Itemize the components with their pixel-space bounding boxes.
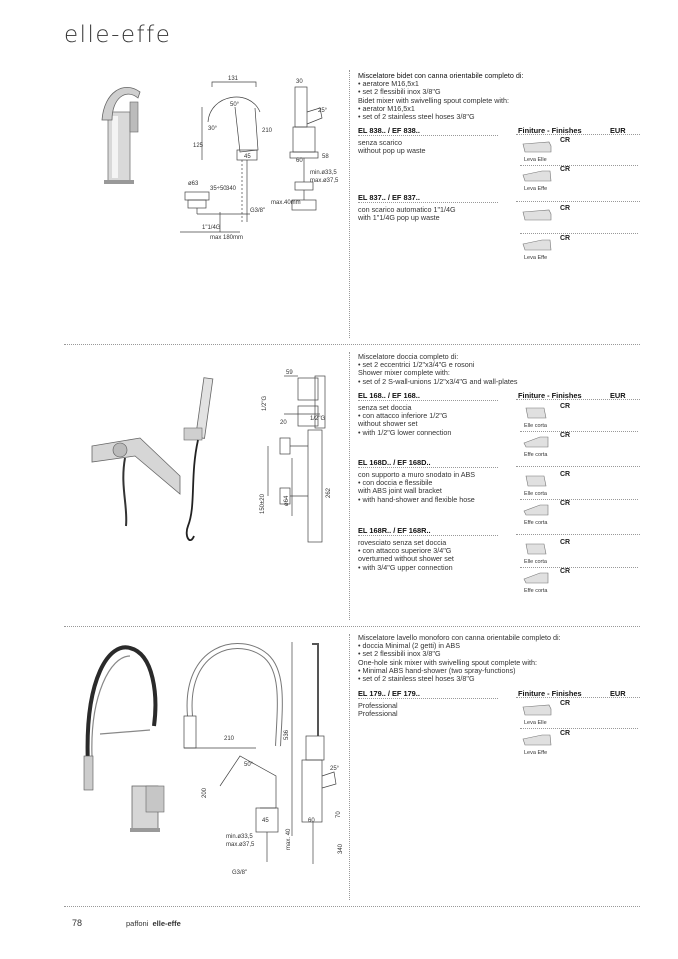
- intro-line: Shower mixer complete with:: [358, 368, 450, 378]
- dim-200: 200: [202, 787, 208, 798]
- finish-cr: CR: [560, 432, 571, 439]
- dim-max: max.ø37,5: [310, 178, 339, 184]
- sec3-product-code-1: EL 179.. / EF 179..: [358, 689, 498, 699]
- dim-59: 59: [286, 370, 293, 376]
- dim-340: 340: [338, 843, 344, 854]
- dim-131: 131: [228, 76, 239, 82]
- shower-dimensions: [260, 370, 332, 514]
- finish-option: [520, 568, 638, 596]
- intro-line: Bidet mixer with swivelling spout complete with:: [358, 95, 509, 105]
- finish-cr: CR: [560, 700, 571, 707]
- desc-line: senza scarico: [358, 138, 402, 147]
- finish-option: [520, 730, 638, 758]
- dim-max40: max. 40: [286, 828, 292, 850]
- desc-line: • con attacco superiore 3/4"G: [358, 546, 452, 556]
- desc-line: • con doccia e flessibile: [358, 478, 433, 488]
- dim-536: 536: [284, 729, 290, 740]
- finish-cr: CR: [560, 137, 571, 144]
- lever-elle-icon: [522, 208, 552, 222]
- sec1-product-code-1: EL 838.. / EF 838..: [358, 126, 498, 136]
- finish-caption: Leva Elle: [524, 157, 547, 163]
- finish-cr: CR: [560, 568, 571, 575]
- dim-min: min.ø33,5: [226, 834, 253, 840]
- desc-line: • with 1/2"G lower connection: [358, 427, 452, 437]
- intro-line: • aerator M16,5x1: [358, 103, 415, 113]
- finish-option: [520, 500, 638, 528]
- bidet-dimensions: [188, 76, 339, 241]
- dim-50-deg: 50°: [230, 102, 240, 108]
- brand-title: elle-effe: [64, 22, 172, 48]
- intro-line: Miscelatore doccia completo di:: [358, 352, 459, 361]
- sec2-product-code-1: EL 168.. / EF 168..: [358, 391, 498, 401]
- desc-line: Professional: [358, 701, 398, 710]
- finishes-header: Finiture - Finishes: [518, 391, 582, 400]
- dim-70: 70: [336, 811, 342, 818]
- intro-line: • aeratore M16,5x1: [358, 79, 419, 89]
- lever-elle-icon: [522, 140, 552, 154]
- footer-brand-bold: elle-effe: [152, 919, 181, 928]
- dim-g38: G3/8": [250, 208, 266, 214]
- intro-line: • set 2 flessibili inox 3/8"G: [358, 87, 441, 97]
- section-divider-1: [64, 344, 640, 345]
- lever-elle-short-icon: [522, 474, 552, 488]
- page-number: 78: [72, 918, 83, 928]
- dim-50-deg: 50°: [244, 762, 254, 768]
- desc-line: with ABS joint wall bracket: [358, 486, 442, 496]
- finish-caption: Effe corta: [524, 588, 548, 594]
- finish-caption: Effe corta: [524, 452, 548, 458]
- shower-technical-drawing: [268, 376, 325, 542]
- desc-line: con supporto a muro snodato in ABS: [358, 470, 476, 479]
- finish-cr: CR: [560, 539, 571, 546]
- sec2-product-code-3: EL 168R.. / EF 168R..: [358, 526, 498, 536]
- finish-cr: CR: [560, 403, 571, 410]
- footer-divider: [64, 906, 640, 907]
- footer-brand-plain: paffoni: [126, 919, 149, 928]
- sec1-product-code-2: EL 837.. / EF 837..: [358, 193, 498, 203]
- finish-option: [520, 432, 638, 460]
- finish-cr: CR: [560, 471, 571, 478]
- sink-front-drawing: [184, 642, 292, 862]
- intro-line: • doccia Minimal (2 getti) in ABS: [358, 641, 460, 651]
- intro-line: Miscelatore lavello monoforo con canna orientabile completo di:: [358, 633, 561, 642]
- finish-option: [520, 205, 638, 233]
- column-divider-3: [349, 634, 350, 900]
- finish-option: [520, 137, 638, 165]
- desc-line: • con attacco inferiore 1/2"G: [358, 411, 448, 421]
- bidet-side-drawing: [290, 87, 322, 210]
- intro-line: • set 2 flessibili inox 3/8"G: [358, 649, 441, 659]
- desc-line: with 1"1/4G pop up waste: [358, 213, 440, 223]
- dim-45: 45: [262, 818, 269, 824]
- bidet-mixer-illustration: [90, 72, 340, 252]
- sec2-product-desc-3: [358, 539, 454, 572]
- desc-line: rovesciato senza set doccia: [358, 538, 447, 547]
- dim-150: 150±20: [260, 494, 266, 514]
- dim-60: 60: [308, 818, 315, 824]
- finish-cr: CR: [560, 205, 571, 212]
- dim-125: 125: [193, 143, 204, 149]
- bidet-mixer-photo: [102, 87, 140, 184]
- finish-option: [520, 166, 638, 194]
- lever-elle-short-icon: [522, 406, 552, 420]
- shower-mixer-photo: [92, 378, 213, 540]
- dim-g12-b: 1/2"G: [310, 416, 326, 422]
- sink-mixer-photo: [84, 647, 164, 832]
- dim-phi64: ø64: [284, 495, 290, 506]
- finish-option: [520, 403, 638, 431]
- intro-line: • set 2 eccentrici 1/2"x3/4"G e rosoni: [358, 360, 475, 370]
- eur-header: EUR: [610, 126, 626, 135]
- finish-caption: Elle corta: [524, 559, 547, 565]
- finish-caption: Leva Effe: [524, 186, 548, 192]
- lever-elle-short-icon: [522, 542, 552, 556]
- dim-210: 210: [224, 736, 235, 742]
- sec1-product-desc-2: [358, 206, 456, 222]
- dim-30: 30: [296, 79, 303, 85]
- sec3-product-desc-1: [358, 702, 398, 718]
- finish-caption: Leva Elle: [524, 720, 547, 726]
- lever-elle-icon: [522, 703, 552, 717]
- finish-cr: CR: [560, 730, 571, 737]
- desc-line: without shower set: [358, 419, 418, 429]
- sec1-intro: [358, 72, 523, 121]
- finish-cr: CR: [560, 166, 571, 173]
- finish-caption: Leva Effe: [524, 255, 548, 261]
- eur-header: EUR: [610, 391, 626, 400]
- finish-option: [520, 539, 638, 567]
- finish-cr: CR: [560, 235, 571, 242]
- finish-option: [520, 471, 638, 499]
- sink-side-drawing: [302, 644, 336, 864]
- finishes-header: Finiture - Finishes: [518, 689, 582, 698]
- dim-g12-a: 1/2"G: [262, 395, 268, 411]
- sec2-intro: [358, 353, 517, 386]
- dim-340: 340: [226, 186, 237, 192]
- dim-30-deg: 30°: [208, 126, 218, 132]
- dim-max180: max 180mm: [210, 235, 244, 241]
- dim-25-deg: 25°: [318, 108, 328, 114]
- finish-option: [520, 235, 638, 263]
- lever-effe-short-icon: [522, 503, 552, 517]
- dim-max40: max.40mm: [271, 200, 301, 206]
- sec2-product-desc-2: [358, 471, 475, 504]
- column-divider-2: [349, 352, 350, 620]
- dim-max: max.ø37,5: [226, 842, 255, 848]
- dim-g38: G3/8": [232, 870, 248, 876]
- desc-line: • with hand-shower and flexible hose: [358, 494, 475, 504]
- sec1-product-desc-1: [358, 139, 426, 155]
- sink-mixer-illustration: [80, 636, 342, 880]
- dim-g114: 1"1/4G: [202, 225, 221, 231]
- dim-262: 262: [326, 487, 332, 498]
- finish-caption: Effe corta: [524, 520, 548, 526]
- finish-caption: Leva Effe: [524, 750, 548, 756]
- desc-line: con scarico automatico 1"1/4G: [358, 205, 456, 214]
- sec3-intro: [358, 634, 561, 683]
- dim-210: 210: [262, 128, 273, 134]
- dim-58: 58: [322, 154, 329, 160]
- intro-line: • set of 2 stainless steel hoses 3/8"G: [358, 674, 475, 684]
- intro-line: One-hole sink mixer with swivelling spout complete with:: [358, 657, 537, 667]
- dim-25-deg: 25°: [330, 766, 340, 772]
- dim-min: min.ø33,5: [310, 170, 337, 176]
- lever-effe-short-icon: [522, 435, 552, 449]
- lever-effe-icon: [522, 169, 552, 183]
- intro-line: • set of 2 stainless steel hoses 3/8"G: [358, 112, 475, 122]
- dim-20: 20: [280, 420, 287, 426]
- desc-line: Professional: [358, 709, 398, 719]
- dim-60: 60: [296, 158, 303, 164]
- finishes-header: Finiture - Finishes: [518, 126, 582, 135]
- footer-brand: [126, 919, 181, 928]
- sec2-product-desc-1: [358, 404, 451, 437]
- intro-line: Miscelatore bidet con canna orientabile completo di:: [358, 71, 524, 80]
- sink-dimensions: [202, 729, 344, 876]
- finish-caption: Elle corta: [524, 423, 547, 429]
- lever-effe-short-icon: [522, 571, 552, 585]
- finish-option: [520, 700, 638, 728]
- column-divider-1: [349, 70, 350, 338]
- desc-line: without pop up waste: [358, 146, 426, 156]
- desc-line: senza set doccia: [358, 403, 412, 412]
- lever-effe-icon: [522, 733, 552, 747]
- lever-effe-icon: [522, 238, 552, 252]
- eur-header: EUR: [610, 689, 626, 698]
- desc-line: • with 3/4"G upper connection: [358, 562, 453, 572]
- dim-35-50: 35÷50: [210, 186, 227, 192]
- sec2-product-code-2: EL 168D.. / EF 168D..: [358, 458, 498, 468]
- finish-cr: CR: [560, 500, 571, 507]
- dim-45: 45: [244, 154, 251, 160]
- finish-caption: Elle corta: [524, 491, 547, 497]
- section-divider-2: [64, 626, 640, 627]
- dim-phi63: ø63: [188, 181, 199, 187]
- intro-line: • set of 2 S-wall-unions 1/2"x3/4"G and wall-plates: [358, 376, 518, 386]
- shower-mixer-illustration: [80, 366, 340, 596]
- intro-line: • Minimal ABS hand-shower (two spray-functions): [358, 665, 516, 675]
- desc-line: overturned without shower set: [358, 554, 454, 564]
